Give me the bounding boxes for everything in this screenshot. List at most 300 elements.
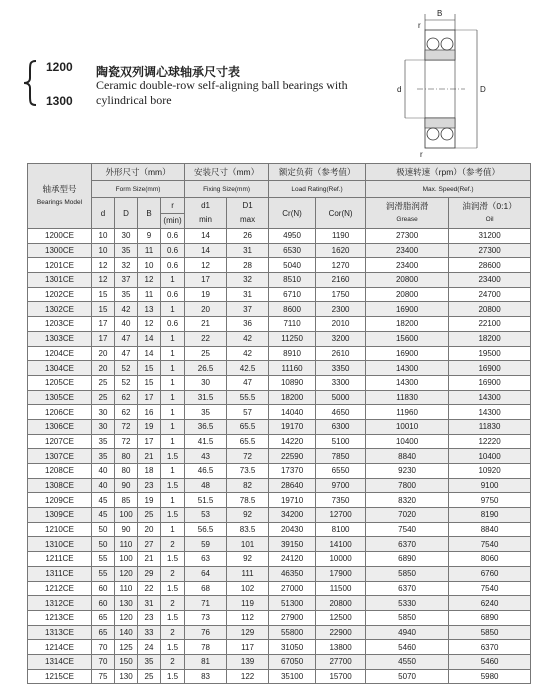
table-cell: 21 xyxy=(185,317,227,332)
table-cell: 4940 xyxy=(366,625,449,640)
table-cell: 5040 xyxy=(269,258,316,273)
header-form-size-cn: 外形尺寸（mm） xyxy=(92,164,185,181)
table-cell: 6370 xyxy=(366,581,449,596)
table-cell: 1 xyxy=(161,273,185,288)
table-cell: 16900 xyxy=(449,361,531,376)
table-cell: 1.5 xyxy=(161,508,185,523)
table-cell: 16900 xyxy=(366,302,449,317)
table-cell: 85 xyxy=(115,493,138,508)
title-english-line1: Ceramic double-row self-aligning ball bearings with xyxy=(96,78,348,92)
bearing-model-cell: 1307CE xyxy=(28,449,92,464)
header-cor: Cor(N) xyxy=(316,198,366,229)
table-cell: 27700 xyxy=(316,654,366,669)
bearing-model-cell: 1204CE xyxy=(28,346,92,361)
table-cell: 21 xyxy=(138,449,161,464)
table-cell: 23 xyxy=(138,610,161,625)
table-cell: 17 xyxy=(92,331,115,346)
table-cell: 17 xyxy=(185,273,227,288)
table-cell: 50 xyxy=(92,537,115,552)
table-cell: 3350 xyxy=(316,361,366,376)
table-cell: 2300 xyxy=(316,302,366,317)
header-bearing-model: 轴承型号 Bearings Model xyxy=(28,164,92,229)
table-cell: 100 xyxy=(115,508,138,523)
bearing-model-cell: 1209CE xyxy=(28,493,92,508)
table-cell: 9 xyxy=(138,229,161,244)
bearing-model-cell: 1205CE xyxy=(28,375,92,390)
table-cell: 7800 xyxy=(366,478,449,493)
table-cell: 16 xyxy=(138,405,161,420)
table-cell: 19 xyxy=(185,287,227,302)
table-cell: 15 xyxy=(92,302,115,317)
table-row xyxy=(28,258,531,273)
table-cell: 10 xyxy=(138,258,161,273)
table-cell: 27300 xyxy=(449,243,531,258)
table-cell: 25 xyxy=(92,390,115,405)
table-cell: 27 xyxy=(138,537,161,552)
table-cell: 32 xyxy=(115,258,138,273)
table-cell: 7350 xyxy=(316,493,366,508)
table-cell: 30 xyxy=(92,405,115,420)
table-cell: 51300 xyxy=(269,596,316,611)
table-cell: 22 xyxy=(138,581,161,596)
bearing-model-cell: 1206CE xyxy=(28,405,92,420)
table-cell: 3300 xyxy=(316,375,366,390)
table-cell: 17370 xyxy=(269,464,316,479)
table-cell: 56.5 xyxy=(185,522,227,537)
table-cell: 110 xyxy=(115,581,138,596)
header-grease: 润滑脂润滑 Grease xyxy=(366,198,449,229)
table-cell: 1.5 xyxy=(161,640,185,655)
table-cell: 2 xyxy=(161,625,185,640)
table-body xyxy=(28,229,531,684)
table-cell: 11830 xyxy=(366,390,449,405)
dimension-label-B: B xyxy=(437,9,443,18)
table-cell: 90 xyxy=(115,478,138,493)
header-fixing-size-en: Fixing Size(mm) xyxy=(185,181,269,198)
bearing-model-cell: 1312CE xyxy=(28,596,92,611)
table-row xyxy=(28,478,531,493)
table-cell: 25 xyxy=(92,375,115,390)
table-cell: 102 xyxy=(227,581,269,596)
header-r: r (min) xyxy=(161,198,185,229)
bearing-model-cell: 1309CE xyxy=(28,508,92,523)
table-cell: 80 xyxy=(115,464,138,479)
table-cell: 41.5 xyxy=(185,434,227,449)
bearing-model-cell: 1301CE xyxy=(28,273,92,288)
table-cell: 15600 xyxy=(366,331,449,346)
table-cell: 28600 xyxy=(449,258,531,273)
table-cell: 73.5 xyxy=(227,464,269,479)
bearing-model-cell: 1310CE xyxy=(28,537,92,552)
table-row xyxy=(28,302,531,317)
table-cell: 30 xyxy=(115,229,138,244)
table-cell: 140 xyxy=(115,625,138,640)
table-cell: 12500 xyxy=(316,610,366,625)
table-cell: 35 xyxy=(138,654,161,669)
series-label-1200: 1200 xyxy=(46,60,73,74)
table-cell: 27900 xyxy=(269,610,316,625)
table-cell: 11830 xyxy=(449,419,531,434)
table-cell: 5330 xyxy=(366,596,449,611)
table-cell: 12 xyxy=(185,258,227,273)
table-row xyxy=(28,229,531,244)
bearing-model-cell: 1302CE xyxy=(28,302,92,317)
table-cell: 8060 xyxy=(449,552,531,567)
table-cell: 22900 xyxy=(316,625,366,640)
bearing-model-cell: 1214CE xyxy=(28,640,92,655)
table-row xyxy=(28,287,531,302)
table-cell: 57 xyxy=(227,405,269,420)
table-cell: 22100 xyxy=(449,317,531,332)
table-cell: 55.5 xyxy=(227,390,269,405)
bearing-model-cell: 1300CE xyxy=(28,243,92,258)
table-cell: 18200 xyxy=(366,317,449,332)
table-cell: 52 xyxy=(115,375,138,390)
table-row xyxy=(28,434,531,449)
table-cell: 20800 xyxy=(366,273,449,288)
table-cell: 47 xyxy=(115,346,138,361)
table-cell: 1.5 xyxy=(161,478,185,493)
table-cell: 42 xyxy=(227,346,269,361)
table-cell: 2610 xyxy=(316,346,366,361)
table-cell: 19710 xyxy=(269,493,316,508)
table-cell: 8840 xyxy=(366,449,449,464)
table-cell: 71 xyxy=(185,596,227,611)
table-cell: 4950 xyxy=(269,229,316,244)
table-cell: 35 xyxy=(92,434,115,449)
table-row xyxy=(28,522,531,537)
bearing-model-cell: 1305CE xyxy=(28,390,92,405)
table-cell: 31.5 xyxy=(185,390,227,405)
table-cell: 52 xyxy=(115,361,138,376)
table-cell: 76 xyxy=(185,625,227,640)
table-cell: 2 xyxy=(161,596,185,611)
bearing-model-cell: 1213CE xyxy=(28,610,92,625)
table-cell: 60 xyxy=(92,596,115,611)
curly-brace-icon xyxy=(22,60,38,106)
bearing-spec-table xyxy=(27,163,531,684)
table-cell: 42 xyxy=(115,302,138,317)
table-cell: 47 xyxy=(115,331,138,346)
table-cell: 92 xyxy=(227,508,269,523)
bearing-model-cell: 1306CE xyxy=(28,419,92,434)
bearing-model-cell: 1208CE xyxy=(28,464,92,479)
table-cell: 14100 xyxy=(316,537,366,552)
bearing-model-cell: 1215CE xyxy=(28,669,92,684)
bearing-model-cell: 1211CE xyxy=(28,552,92,567)
table-cell: 72 xyxy=(115,434,138,449)
table-row xyxy=(28,405,531,420)
table-cell: 17 xyxy=(138,390,161,405)
dimension-label-d: d xyxy=(397,85,402,94)
table-cell: 32 xyxy=(227,273,269,288)
table-cell: 9750 xyxy=(449,493,531,508)
table-cell: 42.5 xyxy=(227,361,269,376)
table-cell: 6530 xyxy=(269,243,316,258)
table-cell: 120 xyxy=(115,566,138,581)
table-cell: 17 xyxy=(92,317,115,332)
table-cell: 39150 xyxy=(269,537,316,552)
header-fixing-size-cn: 安装尺寸（mm） xyxy=(185,164,269,181)
table-cell: 20800 xyxy=(366,287,449,302)
table-row xyxy=(28,654,531,669)
table-row xyxy=(28,331,531,346)
table-cell: 1620 xyxy=(316,243,366,258)
table-cell: 5070 xyxy=(366,669,449,684)
table-cell: 18 xyxy=(138,464,161,479)
table-cell: 10890 xyxy=(269,375,316,390)
table-cell: 73 xyxy=(185,610,227,625)
table-cell: 27300 xyxy=(366,229,449,244)
table-cell: 2 xyxy=(161,566,185,581)
table-cell: 83 xyxy=(185,669,227,684)
table-cell: 9230 xyxy=(366,464,449,479)
table-row xyxy=(28,375,531,390)
table-cell: 42 xyxy=(227,331,269,346)
table-cell: 11250 xyxy=(269,331,316,346)
table-cell: 75 xyxy=(92,669,115,684)
table-cell: 17900 xyxy=(316,566,366,581)
table-cell: 4550 xyxy=(366,654,449,669)
table-cell: 67050 xyxy=(269,654,316,669)
table-cell: 12 xyxy=(92,258,115,273)
table-cell: 43 xyxy=(185,449,227,464)
table-cell: 5850 xyxy=(366,610,449,625)
table-cell: 37 xyxy=(227,302,269,317)
table-cell: 60 xyxy=(92,581,115,596)
table-cell: 6710 xyxy=(269,287,316,302)
header-max-speed-cn: 极速转速（rpm）（参考值） xyxy=(366,164,531,181)
table-row xyxy=(28,566,531,581)
table-cell: 14300 xyxy=(449,390,531,405)
table-row xyxy=(28,508,531,523)
table-cell: 11 xyxy=(138,243,161,258)
table-cell: 1.5 xyxy=(161,581,185,596)
header-max-speed-en: Max. Speed(Ref.) xyxy=(366,181,531,198)
table-cell: 1 xyxy=(161,302,185,317)
series-label-1300: 1300 xyxy=(46,94,73,108)
table-cell: 6760 xyxy=(449,566,531,581)
header-D: D xyxy=(115,198,138,229)
bearing-model-cell: 1303CE xyxy=(28,331,92,346)
table-row xyxy=(28,669,531,684)
table-cell: 55 xyxy=(92,566,115,581)
table-cell: 12 xyxy=(138,273,161,288)
table-cell: 35100 xyxy=(269,669,316,684)
table-cell: 31 xyxy=(227,287,269,302)
header-d1: d1 min xyxy=(185,198,227,229)
table-cell: 130 xyxy=(115,669,138,684)
header-B: B xyxy=(138,198,161,229)
table-cell: 30 xyxy=(185,375,227,390)
table-cell: 100 xyxy=(115,552,138,567)
table-cell: 25 xyxy=(138,508,161,523)
table-cell: 16900 xyxy=(366,346,449,361)
table-row xyxy=(28,552,531,567)
table-cell: 70 xyxy=(92,654,115,669)
table-row xyxy=(28,640,531,655)
table-cell: 7540 xyxy=(449,581,531,596)
table-cell: 64 xyxy=(185,566,227,581)
table-cell: 53 xyxy=(185,508,227,523)
table-cell: 125 xyxy=(115,640,138,655)
table-cell: 1270 xyxy=(316,258,366,273)
table-cell: 1 xyxy=(161,434,185,449)
table-cell: 5100 xyxy=(316,434,366,449)
table-cell: 28 xyxy=(227,258,269,273)
table-cell: 5460 xyxy=(449,654,531,669)
table-cell: 0.6 xyxy=(161,229,185,244)
table-cell: 8840 xyxy=(449,522,531,537)
bearing-model-cell: 1313CE xyxy=(28,625,92,640)
table-cell: 8510 xyxy=(269,273,316,288)
table-cell: 23400 xyxy=(366,243,449,258)
table-cell: 129 xyxy=(227,625,269,640)
table-cell: 65.5 xyxy=(227,434,269,449)
table-cell: 5850 xyxy=(449,625,531,640)
table-cell: 4650 xyxy=(316,405,366,420)
table-cell: 20 xyxy=(92,361,115,376)
title-english-line2: cylindrical bore xyxy=(96,93,172,107)
table-cell: 92 xyxy=(227,552,269,567)
table-cell: 25 xyxy=(185,346,227,361)
title-chinese: 陶瓷双列调心球轴承尺寸表 xyxy=(96,65,241,79)
table-cell: 5980 xyxy=(449,669,531,684)
table-row xyxy=(28,449,531,464)
table-cell: 23 xyxy=(138,478,161,493)
table-row xyxy=(28,361,531,376)
table-cell: 31 xyxy=(227,243,269,258)
table-cell: 18200 xyxy=(269,390,316,405)
table-cell: 1.5 xyxy=(161,669,185,684)
table-cell: 65 xyxy=(92,610,115,625)
table-row xyxy=(28,537,531,552)
header-d: d xyxy=(92,198,115,229)
header-form-size-en: Form Size(mm) xyxy=(92,181,185,198)
table-row xyxy=(28,390,531,405)
table-cell: 47 xyxy=(227,375,269,390)
table-cell: 15 xyxy=(138,375,161,390)
bearing-model-cell: 1210CE xyxy=(28,522,92,537)
table-cell: 62 xyxy=(115,405,138,420)
table-cell: 19 xyxy=(138,419,161,434)
bearing-model-cell: 1202CE xyxy=(28,287,92,302)
table-cell: 20 xyxy=(92,346,115,361)
table-cell: 120 xyxy=(115,610,138,625)
table-cell: 1 xyxy=(161,405,185,420)
table-cell: 72 xyxy=(227,449,269,464)
table-cell: 6890 xyxy=(449,610,531,625)
table-cell: 11960 xyxy=(366,405,449,420)
table-cell: 130 xyxy=(115,596,138,611)
table-cell: 14 xyxy=(185,243,227,258)
table-cell: 1750 xyxy=(316,287,366,302)
table-cell: 24 xyxy=(138,640,161,655)
table-cell: 50 xyxy=(92,522,115,537)
table-cell: 6370 xyxy=(449,640,531,655)
table-cell: 16900 xyxy=(449,375,531,390)
table-cell: 1 xyxy=(161,390,185,405)
table-cell: 35 xyxy=(92,449,115,464)
table-cell: 22590 xyxy=(269,449,316,464)
table-cell: 12 xyxy=(92,273,115,288)
table-cell: 35 xyxy=(115,287,138,302)
table-cell: 1.5 xyxy=(161,610,185,625)
table-cell: 14 xyxy=(185,229,227,244)
table-cell: 80 xyxy=(115,449,138,464)
table-cell: 1 xyxy=(161,375,185,390)
table-cell: 1 xyxy=(161,346,185,361)
table-cell: 7110 xyxy=(269,317,316,332)
table-cell: 0.6 xyxy=(161,243,185,258)
table-cell: 70 xyxy=(92,640,115,655)
table-cell: 14220 xyxy=(269,434,316,449)
table-cell: 9100 xyxy=(449,478,531,493)
bearing-cross-section-drawing xyxy=(385,4,535,164)
table-cell: 10000 xyxy=(316,552,366,567)
table-cell: 7020 xyxy=(366,508,449,523)
table-cell: 65 xyxy=(92,625,115,640)
table-cell: 23400 xyxy=(366,258,449,273)
bearing-model-cell: 1314CE xyxy=(28,654,92,669)
table-cell: 6240 xyxy=(449,596,531,611)
table-cell: 6550 xyxy=(316,464,366,479)
header-oil: 油润滑（0:1） Oil xyxy=(449,198,531,229)
table-cell: 11160 xyxy=(269,361,316,376)
table-cell: 10920 xyxy=(449,464,531,479)
table-cell: 14300 xyxy=(366,375,449,390)
table-cell: 59 xyxy=(185,537,227,552)
table-cell: 5000 xyxy=(316,390,366,405)
table-cell: 55800 xyxy=(269,625,316,640)
table-cell: 10 xyxy=(92,229,115,244)
table-cell: 31050 xyxy=(269,640,316,655)
table-cell: 1 xyxy=(161,493,185,508)
table-cell: 1190 xyxy=(316,229,366,244)
table-cell: 2 xyxy=(161,537,185,552)
table-cell: 27000 xyxy=(269,581,316,596)
table-cell: 62 xyxy=(115,390,138,405)
table-cell: 5850 xyxy=(366,566,449,581)
dimension-label-r-top: r xyxy=(418,21,421,30)
table-cell: 117 xyxy=(227,640,269,655)
table-cell: 8100 xyxy=(316,522,366,537)
table-cell: 12220 xyxy=(449,434,531,449)
table-row xyxy=(28,581,531,596)
table-cell: 1 xyxy=(161,361,185,376)
table-cell: 101 xyxy=(227,537,269,552)
table-row xyxy=(28,419,531,434)
table-cell: 15 xyxy=(92,287,115,302)
table-cell: 72 xyxy=(115,419,138,434)
table-cell: 40 xyxy=(115,317,138,332)
header-load-rating-en: Load Rating(Ref.) xyxy=(269,181,366,198)
table-cell: 35 xyxy=(185,405,227,420)
table-cell: 8320 xyxy=(366,493,449,508)
table-cell: 1 xyxy=(161,331,185,346)
table-cell: 10400 xyxy=(366,434,449,449)
table-row xyxy=(28,346,531,361)
table-cell: 24700 xyxy=(449,287,531,302)
table-cell: 15 xyxy=(138,361,161,376)
table-cell: 20800 xyxy=(449,302,531,317)
table-cell: 30 xyxy=(92,419,115,434)
table-cell: 9700 xyxy=(316,478,366,493)
table-cell: 23400 xyxy=(449,273,531,288)
bearing-model-cell: 1207CE xyxy=(28,434,92,449)
bearing-model-cell: 1200CE xyxy=(28,229,92,244)
table-cell: 24120 xyxy=(269,552,316,567)
